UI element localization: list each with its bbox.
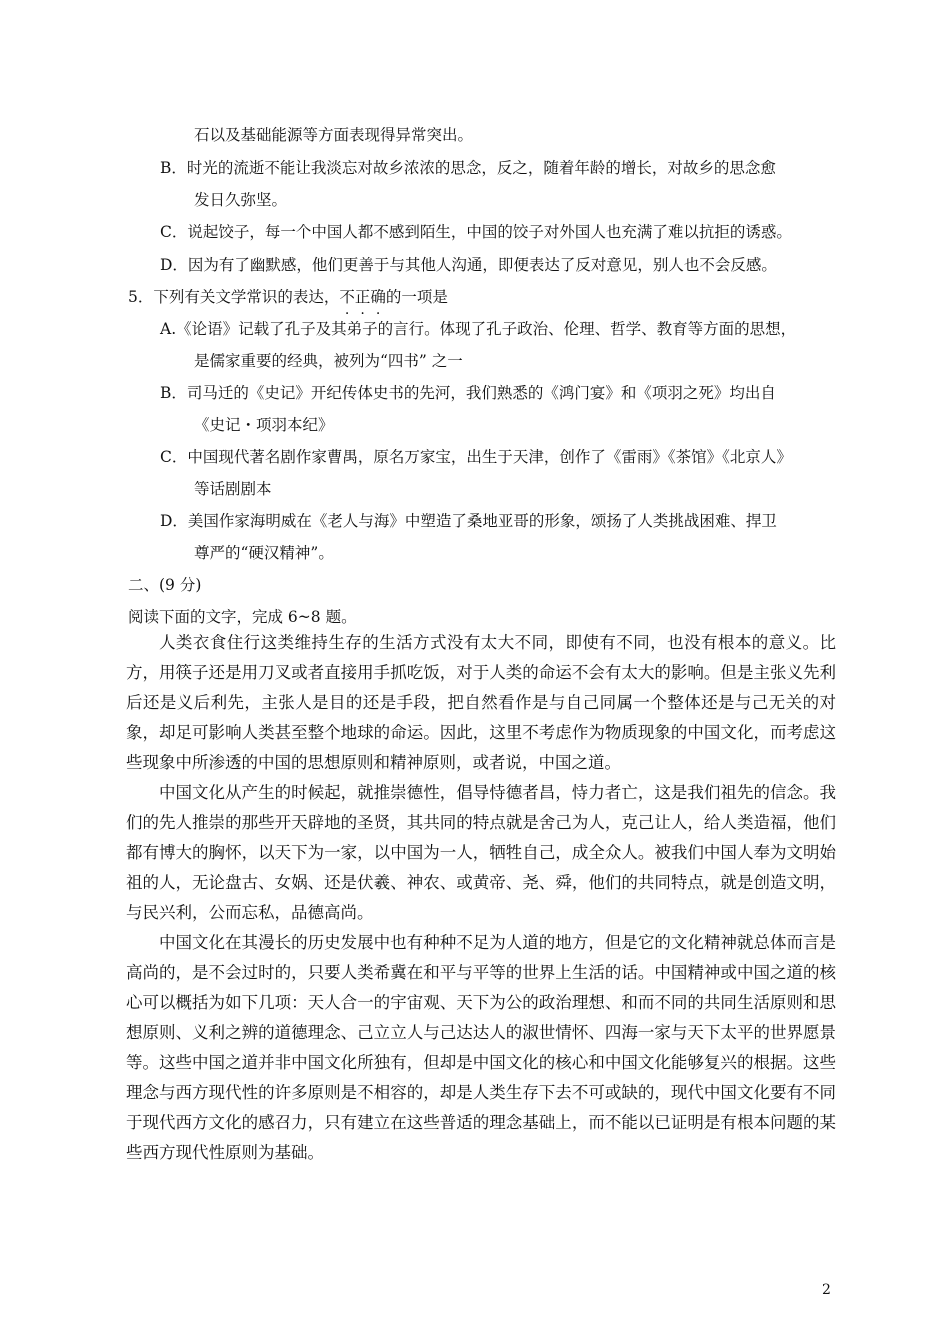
q5-stem-suffix: 的一项是 [385, 288, 448, 306]
q5-emphasis-char: 不 [339, 288, 355, 306]
q5-stem-prefix: 5．下列有关文学常识的表达， [128, 288, 340, 306]
passage-paragraph: 中国文化从产生的时候起，就推崇德性，倡导恃德者昌，恃力者亡，这是我们祖先的信念。我们的先人推崇的那些开天辟地的圣贤，其共同的特点就是舍己为人，克己让人，给人类造福，他们都有博大的胸怀，以天下为一家，以中国为一人，牺牲自己，成全众人。被我们中国人奉为文明始祖的人，无论盘古、女娲、还是伏羲、神农、或黄帝、尧、舜，他们的共同特点，就是创造文明，与民兴利，公而忘私，品德高尚。 [126, 783, 836, 922]
q5-option-b-line2: 《史记・项羽本纪》 [194, 416, 334, 434]
q5-option-d-line2: 尊严的“硬汉精神”。 [194, 544, 334, 562]
q4-option-d: D．因为有了幽默感，他们更善于与其他人沟通，即便表达了反对意见，别人也不会反感。 [160, 256, 777, 274]
reading-passage [126, 628, 836, 1168]
q4-option-b-line1: B．时光的流逝不能让我淡忘对故乡浓浓的思念，反之，随着年龄的增长，对故乡的思念愈 [160, 159, 776, 177]
q5-option-c-line1: C．中国现代著名剧作家曹禺，原名万家宝，出生于天津，创作了《雷雨》《茶馆》《北京人》 [160, 448, 792, 466]
section-heading: 二、(9 分) [128, 576, 202, 594]
passage-paragraph: 中国文化在其漫长的历史发展中也有种种不足为人道的地方，但是它的文化精神就总体而言是高尚的，是不会过时的，只要人类希冀在和平与平等的世界上生活的话。中国精神或中国之道的核心可以概括为如下几项：天人合一的宇宙观、天下为公的政治理想、和而不同的共同生活原则和思想原则、义利之辨的道德理念、己立立人与己达达人的淑世情怀、四海一家与天下太平的世界愿景等。这些中国之道并非中国文化所独有，但却是中国文化的核心和中国文化能够复兴的根据。这些理念与西方现代性的许多原则是不相容的，却是人类生存下去不可或缺的，现代中国文化要有不同于现代西方文化的感召力，只有建立在这些普适的理念基础上，而不能以已证明是有根本问题的某些西方现代性原则为基础。 [126, 933, 836, 1162]
section-instruction: 阅读下面的文字，完成 6~8 题。 [128, 608, 357, 626]
q5-stem [128, 287, 448, 307]
q5-option-a-line1: A.《论语》记载了孔子及其弟子的言行。体现了孔子政治、伦理、哲学、教育等方面的思想， [160, 320, 797, 338]
q4-option-c: C．说起饺子，每一个中国人都不感到陌生，中国的饺子对外国人也充满了难以抗拒的诱惑。 [160, 223, 792, 241]
page-number: 2 [822, 1282, 831, 1298]
q5-option-b-line1: B．司马迁的《史记》开纪传体史书的先河，我们熟悉的《鸿门宴》和《项羽之死》均出自 [160, 384, 776, 402]
q4-option-b-line2: 发日久弥坚。 [194, 191, 288, 209]
q4-option-a-continuation: 石以及基础能源等方面表现得异常突出。 [194, 126, 474, 144]
q5-emphasis-char: 正 [354, 288, 371, 306]
q5-option-c-line2: 等话剧剧本 [194, 480, 272, 498]
q5-option-a-line2: 是儒家重要的经典，被列为“四书” 之一 [194, 352, 463, 370]
q5-option-d-line1: D．美国作家海明威在《老人与海》中塑造了桑地亚哥的形象，颂扬了人类挑战困难、捍卫 [160, 512, 777, 530]
q5-emphasis-char: 确 [370, 288, 386, 306]
passage-paragraph: 人类衣食住行这类维持生存的生活方式没有太大不同，即使有不同，也没有根本的意义。比方，用筷子还是用刀叉或者直接用手抓吃饭，对于人类的命运不会有太大的影响。但是主张义先利后还是义后利先，主张人是目的还是手段，把自然看作是与自己同属一个整体还是与己无关的对象，却足可影响人类甚至整个地球的命运。因此，这里不考虑作为物质现象的中国文化，而考虑这些现象中所渗透的中国的思想原则和精神原则，或者说，中国之道。 [126, 633, 836, 772]
